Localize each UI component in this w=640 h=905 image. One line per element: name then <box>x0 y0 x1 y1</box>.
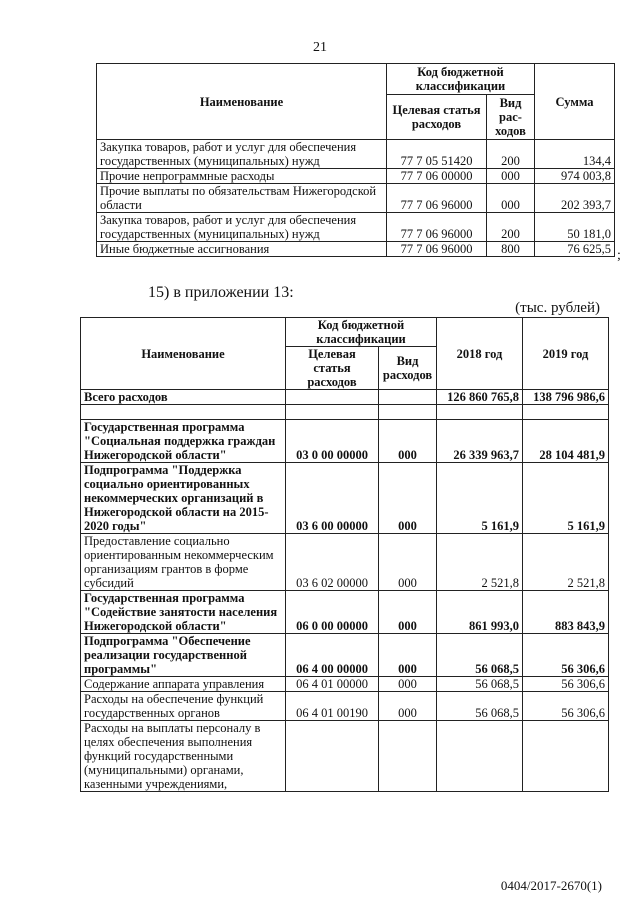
table-cell: Содержание аппарата управления <box>81 677 286 692</box>
appendix-13-table <box>80 317 609 792</box>
table-cell: 06 4 01 00190 <box>286 692 379 721</box>
table-cell: 50 181,0 <box>535 213 615 242</box>
table-row <box>81 534 609 591</box>
page-number: 21 <box>313 40 327 55</box>
table-cell: Подпрограмма "Обеспечение реализации государственной программы" <box>81 634 286 677</box>
table-cell: 5 161,9 <box>523 463 609 534</box>
table-cell: 000 <box>379 634 437 677</box>
header-name: Наименование <box>81 318 286 390</box>
table-row <box>81 420 609 463</box>
table-cell: 138 796 986,6 <box>523 390 609 405</box>
table-cell: 883 843,9 <box>523 591 609 634</box>
header-2018: 2018 год <box>437 318 523 390</box>
table-cell: Государственная программа "Содействие занятости населения Нижегородской области" <box>81 591 286 634</box>
table-cell: Прочие выплаты по обязательствам Нижегородской области <box>97 184 387 213</box>
header-target: Целевая статья расходов <box>286 347 379 390</box>
table-cell: 77 7 06 00000 <box>387 169 487 184</box>
table-cell: 03 0 00 00000 <box>286 420 379 463</box>
table-row <box>81 463 609 534</box>
table-row <box>97 140 615 169</box>
table-cell: 06 0 00 00000 <box>286 591 379 634</box>
header-code: Код бюджетной классификации <box>286 318 437 347</box>
table-cell <box>437 721 523 792</box>
table-row <box>97 213 615 242</box>
header-name: Наименование <box>97 64 387 140</box>
table-cell <box>286 405 379 420</box>
table-cell <box>379 390 437 405</box>
table-row <box>97 184 615 213</box>
table-cell <box>286 390 379 405</box>
document-code: 0404/2017-2670(1) <box>500 878 602 893</box>
table-cell <box>437 405 523 420</box>
table-cell: 200 <box>487 213 535 242</box>
table-cell: Расходы на обеспечение функций государственных органов <box>81 692 286 721</box>
table-cell: Закупка товаров, работ и услуг для обеспечения государственных (муниципальных) нужд <box>97 213 387 242</box>
table-cell: 202 393,7 <box>535 184 615 213</box>
table-cell <box>379 405 437 420</box>
table-cell <box>81 405 286 420</box>
table-cell: Всего расходов <box>81 390 286 405</box>
header-target: Целевая статья расходов <box>387 95 487 140</box>
table-cell: 77 7 05 51420 <box>387 140 487 169</box>
table-cell: 000 <box>487 184 535 213</box>
table-cell: Иные бюджетные ассигнования <box>97 242 387 257</box>
table-cell: 000 <box>379 420 437 463</box>
table-cell <box>523 721 609 792</box>
units-label: (тыс. рублей) <box>515 300 600 316</box>
table-cell: 06 4 00 00000 <box>286 634 379 677</box>
table-cell <box>379 721 437 792</box>
table-row <box>81 721 609 792</box>
table-cell: 134,4 <box>535 140 615 169</box>
table-cell: 56 068,5 <box>437 692 523 721</box>
header-type: Вид рас-ходов <box>487 95 535 140</box>
table-cell <box>286 721 379 792</box>
table-cell: 03 6 00 00000 <box>286 463 379 534</box>
table-cell: 800 <box>487 242 535 257</box>
table-row <box>97 169 615 184</box>
table-cell: 56 306,6 <box>523 634 609 677</box>
budget-table-continued <box>96 63 615 257</box>
table-cell: Прочие непрограммные расходы <box>97 169 387 184</box>
table-cell <box>523 405 609 420</box>
table-cell: Государственная программа "Социальная поддержка граждан Нижегородской области" <box>81 420 286 463</box>
table-cell: Закупка товаров, работ и услуг для обеспечения государственных (муниципальных) нужд <box>97 140 387 169</box>
table-cell: 2 521,8 <box>437 534 523 591</box>
table-cell: 861 993,0 <box>437 591 523 634</box>
table-row <box>81 390 609 405</box>
header-sum: Сумма <box>535 64 615 140</box>
table-cell: 56 306,6 <box>523 677 609 692</box>
table-cell: 56 068,5 <box>437 634 523 677</box>
table-cell: 77 7 06 96000 <box>387 213 487 242</box>
table-cell: 03 6 02 00000 <box>286 534 379 591</box>
table-cell: 06 4 01 00000 <box>286 677 379 692</box>
header-code: Код бюджетной классификации <box>387 64 535 95</box>
table-cell: 56 306,6 <box>523 692 609 721</box>
table-row <box>81 591 609 634</box>
table-cell: 126 860 765,8 <box>437 390 523 405</box>
table-cell: Подпрограмма "Поддержка социально ориентированных некоммерческих организаций в Нижегородской области на 2015-2020 годы" <box>81 463 286 534</box>
table-cell: 000 <box>379 463 437 534</box>
table-cell: Предоставление социально ориентированным некоммерческим организациям грантов в форме субсидий <box>81 534 286 591</box>
table-cell: 26 339 963,7 <box>437 420 523 463</box>
table-cell: Расходы на выплаты персоналу в целях обеспечения выполнения функций государственными (муниципальными) органами, казенными учреждениями, <box>81 721 286 792</box>
table-cell: 76 625,5 <box>535 242 615 257</box>
table-row <box>81 405 609 420</box>
trailing-semicolon: ; <box>617 248 621 263</box>
section-caption: 15) в приложении 13: <box>148 284 294 301</box>
table-cell: 77 7 06 96000 <box>387 242 487 257</box>
table-cell: 2 521,8 <box>523 534 609 591</box>
header-2019: 2019 год <box>523 318 609 390</box>
table-row <box>81 634 609 677</box>
table-row <box>81 677 609 692</box>
table-cell: 200 <box>487 140 535 169</box>
table-cell: 28 104 481,9 <box>523 420 609 463</box>
table-cell: 77 7 06 96000 <box>387 184 487 213</box>
table-cell: 5 161,9 <box>437 463 523 534</box>
header-type: Вид расходов <box>379 347 437 390</box>
table-row <box>81 692 609 721</box>
table-cell: 000 <box>379 677 437 692</box>
table-cell: 56 068,5 <box>437 677 523 692</box>
table-cell: 000 <box>487 169 535 184</box>
table-row <box>97 242 615 257</box>
table-cell: 974 003,8 <box>535 169 615 184</box>
table-cell: 000 <box>379 591 437 634</box>
table-cell: 000 <box>379 692 437 721</box>
table-cell: 000 <box>379 534 437 591</box>
